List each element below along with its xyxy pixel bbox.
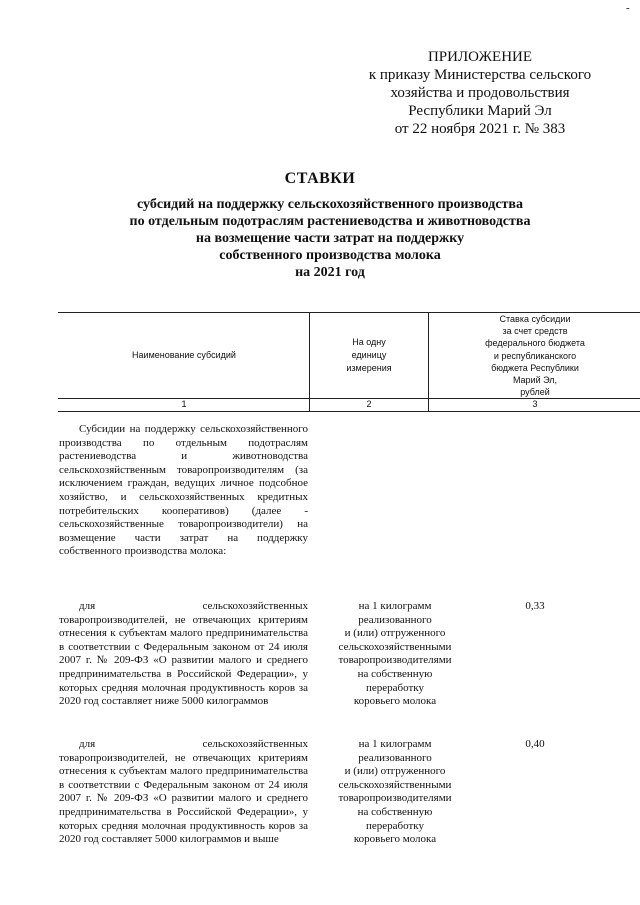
unit-line: коровьего молока [353,695,437,708]
unit-line: переработку [366,681,424,694]
unit-line: товаропроизводителями [338,792,452,805]
appendix-header [340,48,620,138]
appendix-line: Республики Марий Эл [408,103,552,119]
appendix-line: ПРИЛОЖЕНИЕ [427,49,533,65]
unit-line: переработку [366,819,424,832]
unit-line: сельскохозяйственными [338,778,452,791]
unit-line: реализованного [358,613,432,626]
unit-line: товаропроизводителями [338,654,452,667]
subtitle-line: собственного производства молока [219,248,441,263]
header-unit-line: измерения [346,363,392,373]
table-row-unit [310,738,480,847]
header-rate-line: за счет средств [502,326,568,337]
subtitle-line: на 2021 год [295,265,365,280]
unit-line: реализованного [358,751,432,764]
unit-line: на 1 килограмм [358,738,432,750]
unit-line: и (или) отгруженного [344,627,446,640]
document-subtitle [100,196,560,281]
table-row-name: для сельскохозяйственных товаропроизводителей, не отвечающих критериям отнесения к субъектам малого предпринимательства в соответствии с Федеральным законом от 24 июля 2007 г. № 209-ФЗ «О развитии малого и среднего предпринимательства в Российской Федерации», у которых средняя молочная продуктивность коров за 2020 год составляет 5000 килограммов и выше [59,738,308,846]
corner-mark: - [626,2,630,14]
header-rate-line: федерального бюджета [485,338,585,349]
header-unit-line: На одну [352,337,386,347]
table-row-unit [310,600,480,709]
column-number: 1 [181,399,187,409]
header-unit [310,336,428,375]
document-title: СТАВКИ [284,170,356,187]
subtitle-line: по отдельным подотраслям растениеводства и животноводства [129,214,531,229]
unit-line: на собственную [357,667,433,680]
table-row-name: для сельскохозяйственных товаропроизводителей, не отвечающих критериям отнесения к субъектам малого предпринимательства в соответствии с Федеральным законом от 24 июля 2007 г. № 209-ФЗ «О развитии малого и среднего предпринимательства в Российской Федерации», у которых средняя молочная продуктивность коров за 2020 год составляет ниже 5000 килограммов [59,600,308,708]
header-rate [430,313,640,398]
appendix-line: от 22 ноября 2021 г. № 383 [394,121,566,137]
header-rate-line: рублей [520,387,550,398]
table-row-rate: 0,40 [525,738,545,750]
header-name [60,349,308,362]
lead-paragraph: Субсидии на поддержку сельскохозяйственного производства по отдельным подотраслям растениеводства и животноводства сельскохозяйственным товаропроизводителям (за исключением граждан, ведущих личное подсобное хозяйство, и сельскохозяйственных кредитных потребительских кооперативов) (далее - сельскохозяйственные товаропроизводители) на возмещение части затрат на поддержку собственного производства молока: [59,423,308,558]
unit-line: и (или) отгруженного [344,765,446,778]
column-number: 3 [532,399,538,409]
header-rate-line: Ставка субсидии [499,314,571,324]
unit-line: на 1 килограмм [358,600,432,612]
appendix-line: к приказу Министерства сельского [368,67,592,83]
unit-line: коровьего молока [353,833,437,846]
subtitle-line: субсидий на поддержку сельскохозяйственного производства [137,197,523,212]
header-unit-line: единицу [351,350,387,360]
subtitle-line: на возмещение части затрат на поддержку [195,231,465,246]
appendix-line: хозяйства и продовольствия [390,85,570,101]
unit-line: на собственную [357,805,433,818]
header-rate-line: и республиканского [493,350,577,361]
column-number: 2 [366,399,372,409]
header-name-label: Наименование субсидий [132,350,236,360]
table-row-rate: 0,33 [525,600,545,612]
table-column-divider [428,312,429,412]
header-rate-line: бюджета Республики [491,362,579,373]
table-colnum-bottom-border [58,411,640,412]
unit-line: сельскохозяйственными [338,640,452,653]
header-rate-line: Марий Эл, [512,375,558,386]
